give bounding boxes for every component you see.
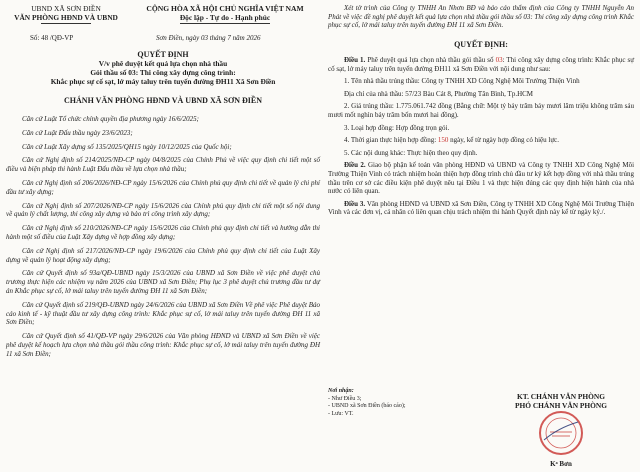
- contract-type: 3. Loại hợp đồng: Hợp đồng trọn gói.: [344, 123, 450, 132]
- article-2: [328, 161, 634, 195]
- legal-basis: Căn cứ Luật Đấu thầu ngày 23/6/2023;: [22, 128, 133, 137]
- recipient-line: - Lưu: VT.: [328, 410, 354, 417]
- duration-text-b: ngày, kể từ ngày hợp đồng có hiệu lực.: [450, 136, 559, 145]
- motto-underline: [180, 23, 270, 24]
- duration-text-a: 4. Thời gian thực hiện hợp đồng:: [344, 136, 437, 145]
- document-subject: [6, 60, 320, 86]
- document-title: QUYẾT ĐỊNH: [137, 50, 189, 59]
- winner-address: Địa chỉ của nhà thầu: 57/23 Bàu Cát 8, Phường Tân Bình, Tp.HCM: [344, 89, 534, 98]
- recipient-line: - UBND xã Sơn Điền (báo cáo);: [328, 403, 406, 410]
- other-content: 5. Các nội dung khác: Thực hiện theo quy định.: [344, 148, 478, 157]
- recipient-line: - Như Điều 3;: [328, 395, 362, 402]
- legal-basis: Căn cứ Luật Xây dựng số 135/2025/QH15 ngày 10/12/2025 của Quốc hội;: [22, 142, 232, 151]
- recipients-heading: Nơi nhận:: [328, 388, 354, 394]
- article-1: [328, 56, 634, 73]
- article-2-label: Điều 2.: [344, 161, 366, 170]
- package-number: 03: [495, 56, 503, 64]
- legal-basis: Căn cứ Nghị định số 206/2026/NĐ-CP ngày 15/6/2026 của Chính phủ quy định chi tiết về quản lý chi phí đầu tư xây dựng;: [6, 178, 320, 196]
- legal-basis: Căn cứ Quyết định số 93a/QĐ-UBND ngày 15/3/2026 của UBND xã Sơn Điền về việc phê duyệt chủ trương thực hiện các nhiệm vụ năm 2026 của UBND xã Sơn Điền; Phụ lục 3 phê duyệt chủ trương đầu tư dự án Khắc phục sự cố, lở mái taluy trên tuyến đường ĐH 11 xã Sơn Điền;: [6, 269, 320, 295]
- motto-line1: CỘNG HÒA XÃ HỘI CHỦ NGHĨA VIỆT NAM: [146, 4, 304, 13]
- article-2-text: Giao bộ phận kế toán văn phòng HĐND và UBND và Công ty TNHH XD Công Nghệ Môi Trường Thiện Vinh có trách nhiệm hoàn thiện hợp đồng trình chủ đầu tư ký kết hợp đồng với nhà thầu trúng thầu trên cơ sở các điều kiện phê duyệt nêu tại Điều 1 và thực hiện đúng các quy định hiện hành của nhà nước có liên quan.: [328, 161, 635, 196]
- considering-paragraph: [328, 4, 634, 30]
- legal-bases: [6, 115, 320, 359]
- article-3-text: Văn phòng HĐND và UBND xã Sơn Điền, Công ty TNHH XD Công Nghệ Môi Trường Thiện Vinh và các đơn vị, cá nhân có liên quan chịu trách nhiệm thi hành Quyết định này kể từ ngày ký./.: [328, 199, 635, 217]
- agency-underline: [41, 23, 91, 24]
- issuing-agency: [6, 4, 126, 24]
- agency-line2: VĂN PHÒNG HĐND VÀ UBND: [14, 13, 118, 22]
- issuing-authority: CHÁNH VĂN PHÒNG HĐND VÀ UBND XÃ SƠN ĐIỀN: [64, 96, 262, 105]
- considering-text: Xét tờ trình của Công ty TNHH An Nhơn BĐ và báo cáo thẩm định của Công ty TNHH Nguyễn An Phát về việc đề nghị phê duyệt kết quả lựa chọn nhà thầu gói thầu số 03: Thi công xây dựng công trình Khắc phục sự cố, lở mái taluy trên tuyến đường ĐH 11 xã Sơn Điền.: [328, 4, 634, 30]
- duration-days: 150: [437, 136, 449, 145]
- subject-line: V/v phê duyệt kết quả lựa chọn nhà thầu: [98, 59, 228, 68]
- article-1-label: Điều 1.: [344, 56, 366, 64]
- agency-line1: UBND XÃ SƠN ĐIỀN: [31, 4, 101, 13]
- subject-line: Gói thầu số 03: Thi công xây dựng công trình:: [90, 67, 236, 77]
- decision-heading: QUYẾT ĐỊNH:: [454, 40, 508, 49]
- contract-price: 2. Giá trúng thầu: 1.775.061.742 đồng (Bằng chữ: Một tỷ bảy trăm bảy mươi lăm triệu không trăm sáu mươi mốt nghìn bảy trăm bốn mươi hai đồng).: [328, 102, 634, 119]
- legal-basis: Căn cứ Nghị định số 207/2026/NĐ-CP ngày 15/6/2026 của Chính phủ quy định chi tiết một số nội dung về quản lý chất lượng, thi công xây dựng và bảo trì công trình xây dựng;: [6, 201, 320, 219]
- winner-name: 1. Tên nhà thầu trúng thầu: Công ty TNHH XD Công Nghệ Môi Trường Thiện Vinh: [344, 77, 580, 86]
- subject-line: Khắc phục sự cố sạt, lở máy taluy trên tuyến đường ĐH11 Xã Sơn Điền: [50, 76, 276, 86]
- recipients: [328, 388, 406, 418]
- national-motto: [130, 4, 320, 24]
- article-3: [328, 200, 634, 217]
- signature-block: [488, 392, 634, 410]
- official-stamp-icon: [538, 410, 584, 456]
- article-1-text-a: Phê duyệt quả lựa chọn nhà thầu gói thầu số: [367, 56, 494, 64]
- signer-name: Kᵃ Bơn: [550, 460, 572, 468]
- document-date: Sơn Điền, ngày 03 tháng 7 năm 2026: [156, 34, 261, 42]
- legal-basis: Căn cứ Luật Tổ chức chính quyền địa phương ngày 16/6/2025;: [22, 115, 199, 123]
- articles: [328, 56, 634, 217]
- contract-duration: [328, 136, 634, 145]
- signature-line1: KT. CHÁNH VĂN PHÒNG: [516, 392, 605, 401]
- motto-line2: Độc lập - Tự do - Hạnh phúc: [179, 13, 271, 22]
- legal-basis: Căn cứ Quyết định số 219/QĐ-UBND ngày 24/6/2026 của UBND xã Sơn Điền Về phê việc Phê duyệt Báo cáo kinh tế - kỹ thuật đầu tư xây dựng công trình: Khắc phục sự cố, lở mái taluy trên tuyến đường ĐH 11 xã Sơn Điền;: [6, 300, 320, 327]
- document-number: Số: 48 /QĐ-VP: [30, 34, 74, 42]
- signature-line2: PHÓ CHÁNH VĂN PHÒNG: [514, 401, 608, 410]
- article-3-label: Điều 3.: [344, 199, 366, 208]
- article-1-text-b: : Thi công xây dựng công trình: Khắc phục sự cố sạt, lở máy taluy trên tuyến đường ĐH11 xã Sơn Điền với nội dung như sau:: [328, 56, 635, 73]
- legal-basis: Căn cứ Quyết định số 41/QĐ-VP ngày 29/6/2026 của Văn phòng HĐND và UBND xã Sơn Điền về việc phê duyệt kế hoạch lựa chọn nhà thầu gói thầu công trình: Khắc phục sự cố, lở mái taluy trên tuyến đường ĐH 11 xã Sơn Điền;: [6, 332, 320, 358]
- legal-basis: Căn cứ Nghị định số 210/2026/NĐ-CP ngày 15/6/2026 của Chính phủ quy định chi tiết và hướng dẫn thi hành một số điều của Luật Xây dựng về hợp đồng xây dựng;: [6, 224, 320, 241]
- legal-basis: Căn cứ Nghị định số 217/2026/NĐ-CP ngày 19/6/2026 của Chính phủ quy định chi tiết của Luật Xây dựng về quản lý hoạt động xây dựng;: [6, 246, 320, 264]
- legal-basis: Căn cứ Nghị định số 214/2025/NĐ-CP ngày 04/8/2025 của Chính Phủ về việc quy định chi tiết một số điều và biện pháp thi hành Luật Đấu thầu về lựa chọn nhà thầu;: [6, 156, 320, 174]
